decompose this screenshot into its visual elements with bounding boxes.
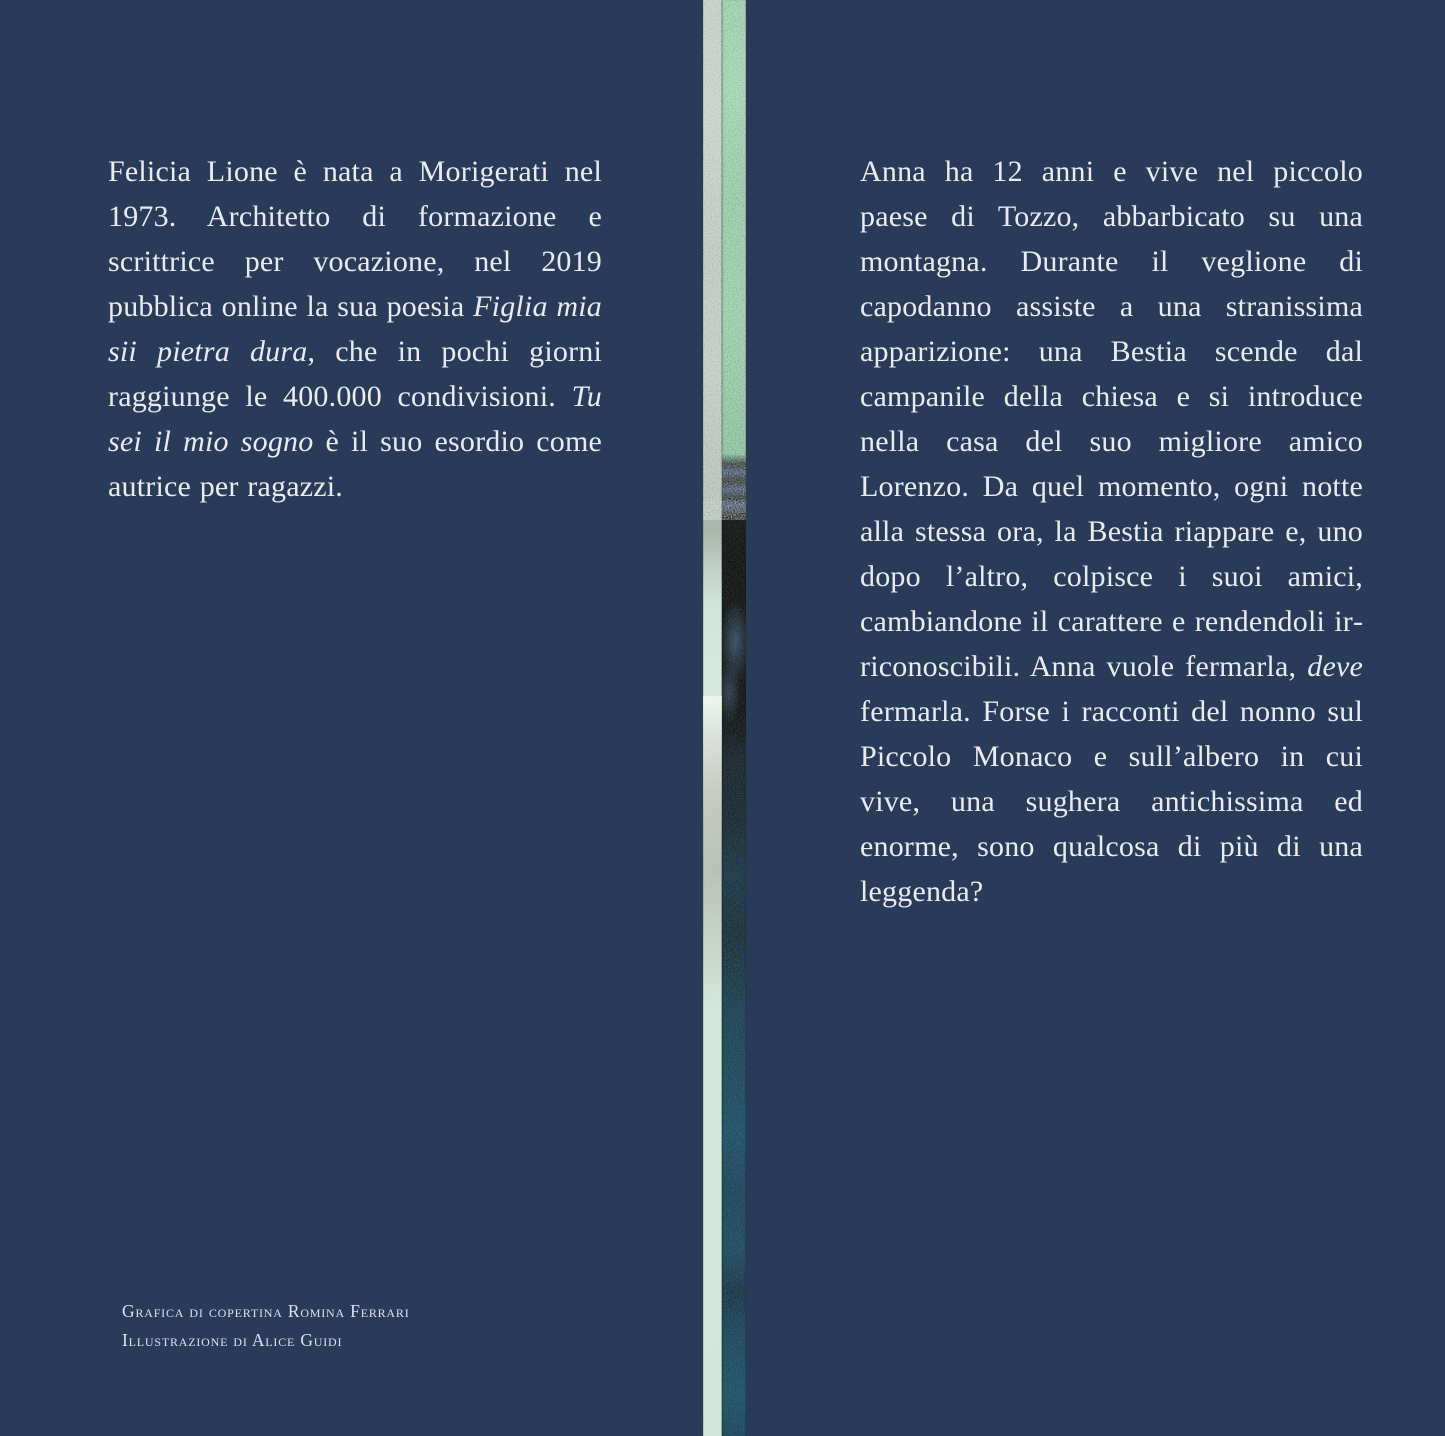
text-run: Felicia Lione è nata a Morigerati nel 1973. Architetto di formazione e scrittrice per vocazione, nel 2019 pubblica online la sua poesia (108, 155, 602, 323)
cover-credits (122, 1297, 410, 1355)
back-cover-synopsis-paragraph (860, 149, 1363, 914)
text-run: , che in pochi giorni raggiunge le 400.000 condivisioni. (108, 335, 602, 413)
italic-title-run: Tu sei il mio sogno (108, 380, 602, 458)
spine-band-right (722, 0, 746, 1436)
text-run: è il suo esordio come autrice per ragazzi. (108, 425, 603, 503)
credit-line-illustration: Illustrazione di Alice Guidi (122, 1330, 343, 1350)
italic-title-run: Figlia mia sii pietra dura (108, 290, 602, 368)
italic-title-run: deve (1307, 650, 1363, 683)
spine-band-left (703, 0, 722, 1436)
spine-illustration-strip (703, 0, 746, 1436)
text-run: Anna ha 12 anni e vive nel piccolo paese di Tozzo, abbarbicato su una montagna. Durante il veglione di capodanno assiste a una stranissima apparizione: una Bestia scende dal campanile della chiesa e si introduce nella casa del suo migliore amico Lorenzo. Da quel momento, ogni notte alla stessa ora, la Bestia riappare e, uno dopo l’altro, colpisce i suoi amici, cambiandone il carattere e rendendoli irriconoscibili. Anna vuole fermarla, (860, 155, 1363, 683)
text-run: fermarla. Forse i racconti del nonno sul Piccolo Monaco e sull’albero in cui vive, una sughera antichissima ed enorme, sono qualcosa di più di una leggenda? (860, 695, 1363, 908)
credit-line-cover-design: Grafica di copertina Romina Ferrari (122, 1301, 410, 1321)
author-bio-paragraph (108, 149, 602, 509)
